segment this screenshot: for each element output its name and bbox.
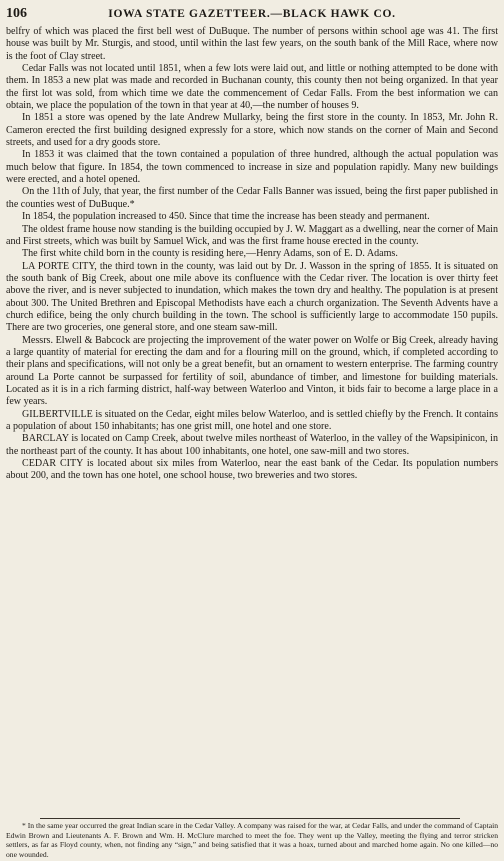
footnote-text: * In the same year occurred the great Indian scare in the Cedar Valley. A company was raised for the war, at Cedar Falls, and under the command of Captain Edwin Brown and Lieutenants A. F. Brown and Wm. H. McClure marched to meet the foe. They went up the Valley, meeting the flying and terror stricken settlers, as far as Floyd county, when, not finding any “sign,” and being satisfied that it was a hoax, turned about and marched home again. No one killed—no one wounded.	[6, 821, 498, 859]
page-number: 106	[6, 6, 27, 21]
footnote-divider	[40, 818, 460, 819]
running-title: IOWA STATE GAZETTEER.—BLACK HAWK CO.	[108, 8, 396, 20]
paragraph-population-1854: In 1854, the population increased to 450. Since that time the increase has been steady and permanent.	[22, 211, 430, 223]
paragraph-banner-newspaper: On the 11th of July, that year, the first number of the Cedar Falls Banner was issued, being the first paper published in the counties west of DuBuque.*	[6, 186, 498, 210]
paragraph-cedar-city: CEDAR CITY is located about six miles from Waterloo, near the east bank of the Cedar. Its population numbers about 200, and the town has one hotel, one school house, two breweries and two stores.	[6, 458, 498, 482]
paragraph-oldest-frame-house: The oldest frame house now standing is the building occupied by J. W. Maggart as a dwelling, near the corner of Main and First streets, which was built by Samuel Wick, and was the first frame house erected in the county.	[6, 223, 498, 247]
article-body	[6, 26, 498, 483]
paragraph-barclay: BARCLAY is located on Camp Creek, about twelve miles northeast of Waterloo, in the valley of the Wapsipinicon, in the northeast part of the county. It has about 100 inhabitants, one hotel, one saw-mill and two stores.	[6, 433, 498, 457]
paragraph-gilbertville: GILBERTVILLE is situated on the Cedar, eight miles below Waterloo, and is settled chiefly by the French. It contains a population of about 150 inhabitants; has one grist mill, one hotel and one store.	[6, 408, 498, 432]
paragraph-first-store: In 1851 a store was opened by the late Andrew Mullarky, being the first store in the county. In 1853, Mr. John R. Cameron erected the first building designed expressly for a store, which now stands on the corner of Main and Second streets, and used for a dry goods store.	[6, 112, 498, 149]
page-header	[6, 6, 498, 22]
paragraph-first-white-child: The first white child born in the county is residing here,—Henry Adams, son of E. D. Adams.	[22, 248, 398, 260]
footnote	[6, 821, 498, 859]
paragraph-cedar-falls-located: Cedar Falls was not located until 1851, when a few lots were laid out, and little or nothing attempted to be done with them. In 1853 a new plat was made and recorded in Buchanan county, this county then not being organized. In that year the first lot was sold, from which time we date the commencement of Cedar Falls. From the best information we can obtain, we place the population of the town in that year at 40,—the number of houses 9.	[6, 63, 498, 112]
paragraph-water-power: Messrs. Elwell & Babcock are projecting the improvement of the water power on Wolfe or Big Creek, already having a large quantity of material for erecting the dam and for a flouring mill on the ground, which, if completed according to their plans and specifications, will not only be a great benefit, but an ornament to western enterprise. The farming country around La Porte cannot be surpassed for fertility of soil, abundance of timber, and limestone for building materials. Located as it is in a rich farming district, half-way between Waterloo and Vinton, it bids fair to become a large place in a few years.	[6, 334, 498, 408]
paragraph-la-porte-city: LA PORTE CITY, the third town in the county, was laid out by Dr. J. Wasson in the spring of 1855. It is situated on the south bank of Big Creek, about one mile above its confluence with the Cedar river. The location is over thirty feet above the river, and is never subjected to inundation, which makes the town dry and healthy. The population is at present about 300. The United Brethren and Episcopal Methodists have each a church organization. The Seventh Advents have a church edifice, being the only church building in the town. The school is sufficiently large to accommodate 150 pupils. There are two groceries, one general store, and one steam saw-mill.	[6, 260, 498, 334]
paragraph-belfry: belfry of which was placed the first bell west of DuBuque. The number of persons within school age was 41. The first house was built by Mr. Sturgis, and stood, until within the last few years, on the south bank of the Mill Race, where now is the foot of Clay street.	[6, 26, 498, 62]
paragraph-population-1853: In 1853 it was claimed that the town contained a population of three hundred, although the actual population was much below that figure. In 1854, the town commenced to increase in size and population rapidly. Many new buildings were erected, and a hotel opened.	[6, 149, 498, 186]
